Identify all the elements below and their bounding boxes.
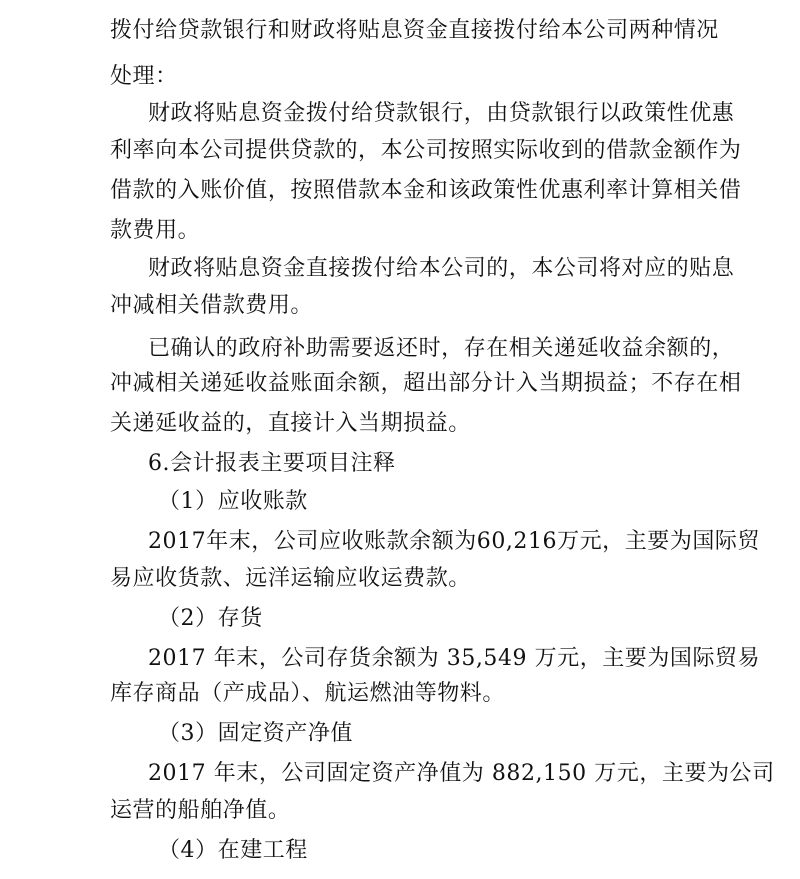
text-line: 利率向本公司提供贷款的，本公司按照实际收到的借款金额作为 [110,138,742,163]
text-line: 借款的入账价值，按照借款本金和该政策性优惠利率计算相关借 [110,178,742,203]
text-line: 运营的船舶净值。 [110,798,291,823]
text-line: 冲减相关递延收益账面余额，超出部分计入当期损益；不存在相 [110,371,742,396]
text-line: 款费用。 [110,218,201,243]
text-line: 处理： [110,64,178,89]
subsection-heading: （1）应收账款 [158,489,308,514]
text-line: 2017 年末，公司固定资产净值为 882,150 万元，主要为公司 [148,761,775,786]
subsection-heading: （2）存货 [158,606,263,631]
section-heading: 6.会计报表主要项目注释 [148,451,396,476]
text-line: 库存商品（产成品）、航运燃油等物料。 [110,681,505,706]
text-line: 关递延收益的，直接计入当期损益。 [110,411,471,436]
text-line: 已确认的政府补助需要返还时，存在相关递延收益余额的， [148,336,735,361]
text-line: 财政将贴息资金直接拨付给本公司的，本公司将对应的贴息 [148,256,735,281]
text-line: 财政将贴息资金拨付给贷款银行，由贷款银行以政策性优惠 [148,101,735,126]
text-line: 易应收货款、远洋运输应收运费款。 [110,566,471,591]
subsection-heading: （3）固定资产净值 [158,721,353,746]
text-line: 2017 年末，公司存货余额为 35,549 万元，主要为国际贸易 [148,646,761,671]
text-line: 冲减相关借款费用。 [110,293,313,318]
text-line: 2017年末，公司应收账款余额为60,216万元，主要为国际贸 [148,529,761,554]
subsection-heading: （4）在建工程 [158,838,308,863]
text-line: 拨付给贷款银行和财政将贴息资金直接拨付给本公司两种情况 [110,18,719,43]
